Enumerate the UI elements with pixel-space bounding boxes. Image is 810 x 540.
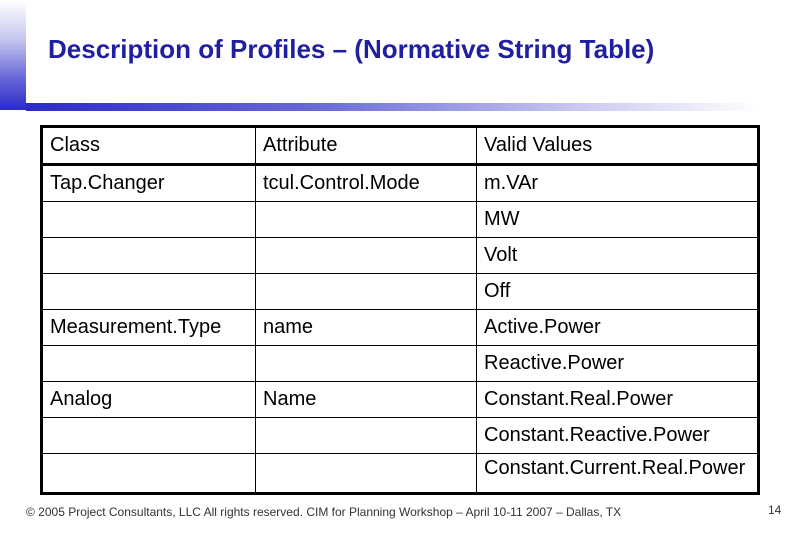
title-underline [26, 103, 760, 111]
cell-attribute: Name [256, 382, 477, 418]
slide-title: Description of Profiles – (Normative String Table) [48, 34, 655, 64]
cell-attribute [256, 418, 477, 454]
cell-valid-value: Volt [477, 238, 759, 274]
cell-valid-value: Constant.Current.Real.Power [477, 454, 759, 494]
cell-valid-value: Off [477, 274, 759, 310]
table-row [42, 310, 759, 346]
cell-class: Measurement.Type [42, 310, 256, 346]
table-row [42, 274, 759, 310]
title-accent-bar [0, 0, 26, 110]
page-number: 14 [768, 503, 782, 517]
cell-class [42, 238, 256, 274]
cell-class: Tap.Changer [42, 165, 256, 202]
table-row [42, 454, 759, 494]
table-row [42, 382, 759, 418]
cell-class [42, 202, 256, 238]
header-attribute: Attribute [256, 127, 477, 165]
cell-class [42, 274, 256, 310]
cell-class [42, 418, 256, 454]
cell-valid-value: Active.Power [477, 310, 759, 346]
cell-class [42, 454, 256, 494]
header-valid-values: Valid Values [477, 127, 759, 165]
table-row [42, 346, 759, 382]
table-header-row [42, 127, 759, 165]
cell-attribute: name [256, 310, 477, 346]
cell-valid-value: Constant.Real.Power [477, 382, 759, 418]
cell-valid-value: Reactive.Power [477, 346, 759, 382]
table-row [42, 202, 759, 238]
cell-attribute [256, 454, 477, 494]
cell-attribute [256, 238, 477, 274]
cell-attribute [256, 346, 477, 382]
cell-valid-value: m.VAr [477, 165, 759, 202]
footer-copyright: © 2005 Project Consultants, LLC All rights reserved. CIM for Planning Workshop – April 10-11 2007 – Dallas, TX [26, 505, 622, 519]
profiles-table [40, 125, 760, 495]
table-row [42, 418, 759, 454]
cell-attribute [256, 202, 477, 238]
cell-attribute: tcul.Control.Mode [256, 165, 477, 202]
cell-valid-value: Constant.Reactive.Power [477, 418, 759, 454]
table-row [42, 238, 759, 274]
cell-class: Analog [42, 382, 256, 418]
cell-valid-value: MW [477, 202, 759, 238]
cell-class [42, 346, 256, 382]
cell-attribute [256, 274, 477, 310]
header-class: Class [42, 127, 256, 165]
table-row [42, 165, 759, 202]
